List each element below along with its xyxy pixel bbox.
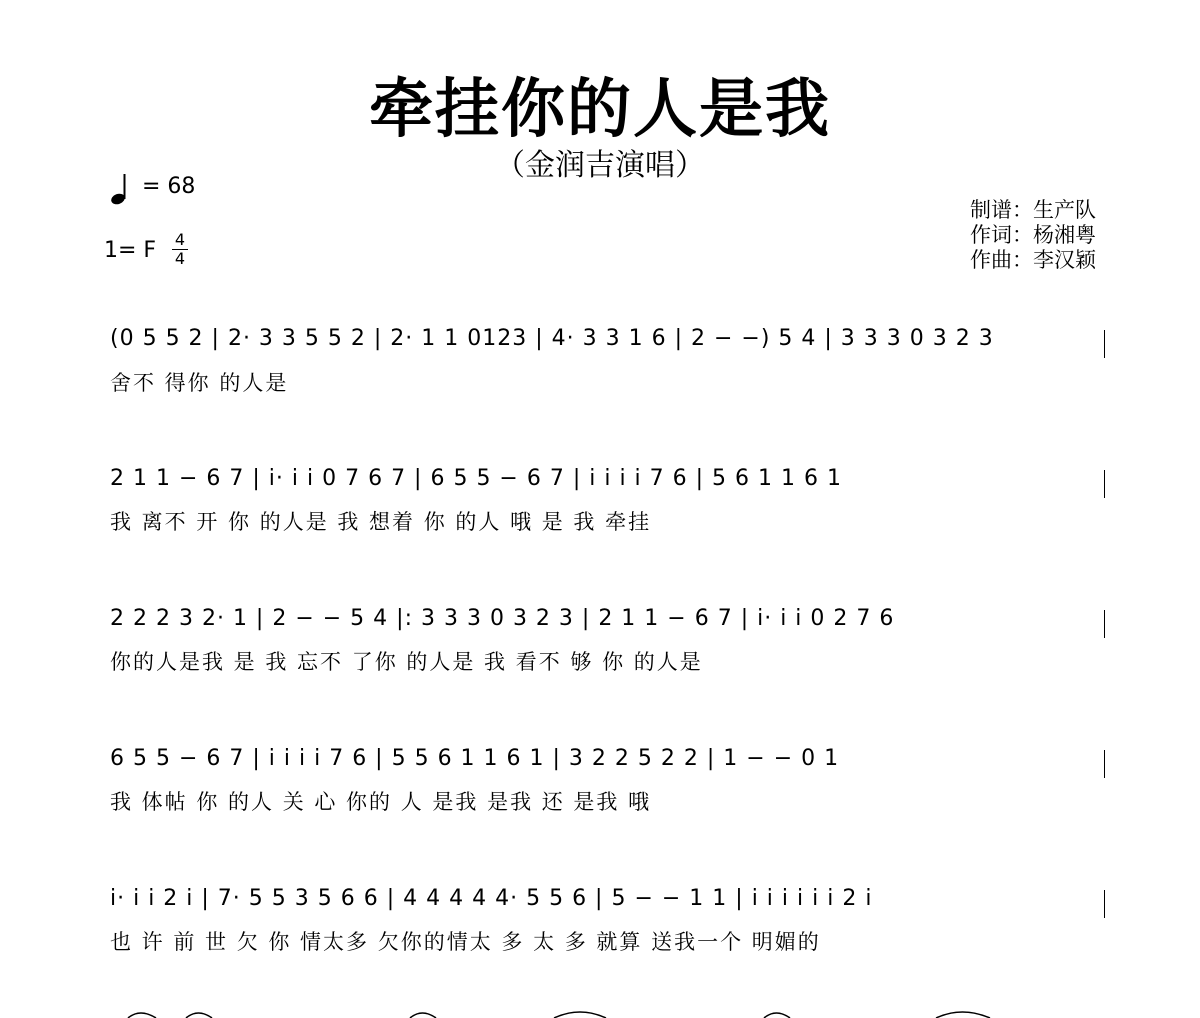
lyrics-line-3: 你的人是我 是 我 忘不 了你 的人是 我 看不 够 你 的人是: [110, 650, 703, 674]
credit-composer: 作曲：李汉颖: [970, 248, 1096, 272]
song-title: 牵挂你的人是我: [369, 73, 831, 147]
time-signature-top: 4: [174, 230, 186, 249]
lyrics-line-5: 也 许 前 世 欠 你 情太多 欠你的情太 多 太 多 就算 送我一个 明媚的: [110, 930, 821, 954]
barline: [1104, 750, 1106, 778]
barline: [1104, 610, 1106, 638]
notation-notes: i· i i 2 i | 7· 5 5 3 5 6 6 | 4 4 4 4 4· 5 5 6 | 5 − − 1 1 | i i i i i i 2 i: [110, 886, 873, 911]
key-signature: [104, 230, 186, 268]
credit-arranger: 制谱：生产队: [970, 198, 1096, 222]
notation-notes: 2 2 2 3 2· 1 | 2 − − 5 4 |: 3 3 3 0 3 2 3 | 2 1 1 − 6 7 | i· i i 0 2 7 6: [110, 606, 895, 631]
notation-notes: (0 5 5 2 | 2· 3 3 5 5 2 | 2· 1 1 0123 | 4· 3 3 1 6 | 2 − −) 5 4 | 3 3 3 0 3 2 3: [110, 326, 994, 351]
time-signature-bottom: 4: [174, 249, 186, 268]
notation-notes: 6 5 5 − 6 7 | i i i i 7 6 | 5 5 6 1 1 6 1 | 3 2 2 5 2 2 | 1 − − 0 1: [110, 746, 840, 771]
tempo-value: = 68: [142, 174, 196, 199]
lyrics-line-1: 舍不 得你 的人是: [110, 371, 289, 395]
quarter-note-icon: [110, 172, 134, 206]
credit-lyricist: 作词：杨湘粤: [970, 223, 1096, 247]
next-line-slurs: [110, 1004, 1105, 1018]
barline: [1104, 330, 1106, 358]
performer-subtitle: （金润吉演唱）: [495, 148, 705, 183]
lyrics-line-4: 我 体帖 你 的人 关 心 你的 人 是我 是我 还 是我 哦: [110, 790, 652, 814]
slur-marks: [110, 1004, 1105, 1018]
key-label: 1= F: [104, 238, 157, 263]
barline: [1104, 890, 1106, 918]
credits: [970, 198, 1096, 273]
lyrics-line-2: 我 离不 开 你 的人是 我 想着 你 的人 哦 是 我 牵挂: [110, 510, 652, 534]
barline: [1104, 470, 1106, 498]
time-signature: [172, 232, 188, 267]
notation-notes: 2 1 1 − 6 7 | i· i i 0 7 6 7 | 6 5 5 − 6 7 | i i i i 7 6 | 5 6 1 1 6 1: [110, 466, 842, 491]
